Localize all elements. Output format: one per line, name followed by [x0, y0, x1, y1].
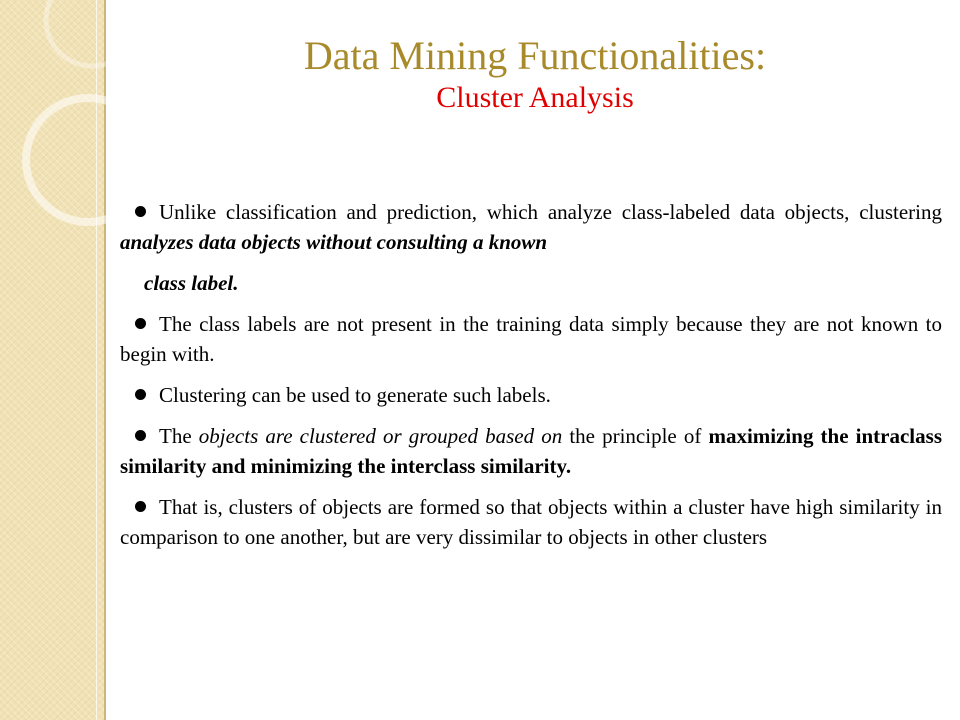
bullet-dot-icon	[135, 430, 146, 441]
bullet-2-text: The class labels are not present in the training data simply because they are not known to begin with.	[120, 312, 942, 366]
bullet-item-2	[120, 309, 942, 369]
bullet-4-text-start: The	[159, 424, 199, 448]
bullet-dot-icon	[135, 318, 146, 329]
bullet-4-italic: objects are clustered or grouped based on	[198, 424, 563, 448]
bullet-item-1	[120, 197, 942, 257]
bullet-list	[120, 197, 942, 563]
bullet-item-3	[120, 380, 942, 410]
side-panel-highlight	[96, 0, 97, 720]
decorative-side-panel	[0, 0, 104, 720]
bullet-3-text: Clustering can be used to generate such labels.	[159, 383, 551, 407]
bullet-item-4	[120, 421, 942, 481]
bullet-1-emphasis: analyzes data objects without consulting a known	[120, 230, 548, 254]
bullet-1-text: Unlike classification and prediction, which analyze class-labeled data objects, clustering	[159, 200, 942, 224]
bullet-item-5	[120, 492, 942, 552]
bullet-1-continuation-text: class label.	[144, 271, 239, 295]
bullet-4-text-middle: the principle of	[562, 424, 709, 448]
title-block	[110, 32, 960, 116]
slide-subtitle: Cluster Analysis	[436, 81, 634, 114]
bullet-dot-icon	[135, 389, 146, 400]
bullet-5-text: That is, clusters of objects are formed so that objects within a cluster have high similarity in comparison to one another, but are very dissimilar to objects in other clusters	[120, 495, 942, 549]
side-panel-border	[104, 0, 106, 720]
bullet-dot-icon	[135, 501, 146, 512]
bullet-1-continuation	[120, 268, 942, 298]
bullet-dot-icon	[135, 206, 146, 217]
slide-title: Data Mining Functionalities:	[303, 33, 767, 78]
bullet-4-bold: maximizing the intraclass similarity and minimizing the interclass similarity.	[120, 424, 942, 478]
